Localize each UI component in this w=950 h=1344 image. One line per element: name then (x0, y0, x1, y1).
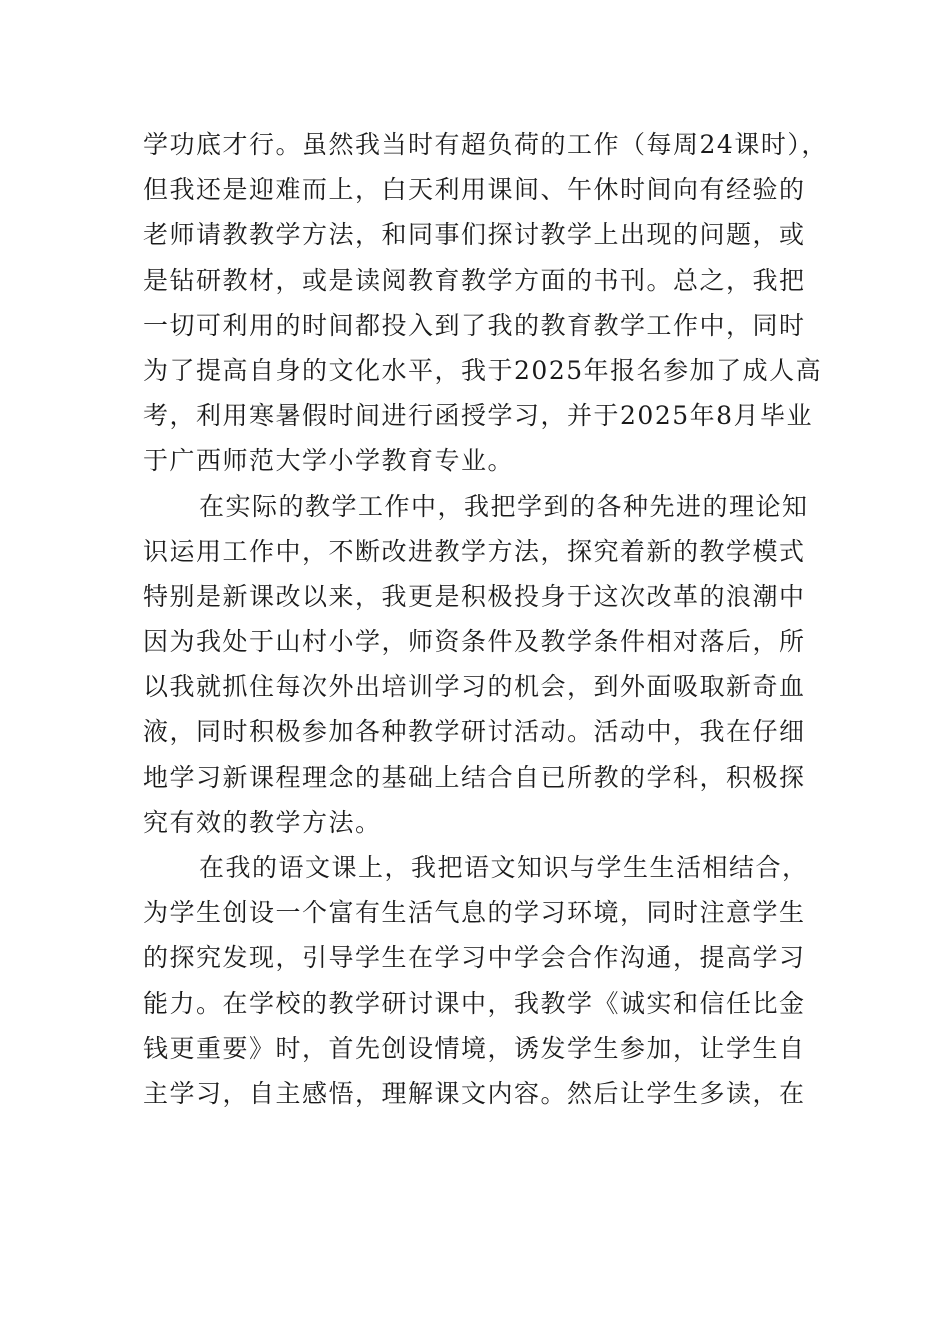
paragraph-2-line-5: 以我就抓住每次外出培训学习的机会，到外面吸取新奇血 (143, 672, 806, 702)
paragraph-1-line-7: 考，利用寒暑假时间进行函授学习，并于2025年8月毕业 (143, 401, 814, 431)
paragraph-1-line-4: 是钻研教材，或是读阅教育教学方面的书刊。总之，我把 (143, 265, 806, 295)
paragraph-3-line-3: 的探究发现，引导学生在学习中学会合作沟通，提高学习 (143, 943, 806, 973)
paragraph-2-line-2: 识运用工作中，不断改进教学方法，探究着新的教学模式 (143, 536, 806, 566)
paragraph-2-line-3: 特别是新课改以来，我更是积极投身于这次改革的浪潮中 (143, 581, 806, 611)
document-body (143, 122, 828, 1116)
paragraph-3-line-5: 钱更重要》时，首先创设情境，诱发学生参加，让学生自 (143, 1033, 806, 1063)
paragraph-3-line-4: 能力。在学校的教学研讨课中，我教学《诚实和信任比金 (143, 988, 806, 1018)
paragraph-1-line-8: 于广西师范大学小学教育专业。 (143, 446, 515, 476)
paragraph-2-line-4: 因为我处于山村小学，师资条件及教学条件相对落后，所 (143, 627, 806, 657)
paragraph-1-line-1: 学功底才行。虽然我当时有超负荷的工作（每周24课时）， (143, 130, 828, 159)
paragraph-2-line-7: 地学习新课程理念的基础上结合自已所教的学科，积极探 (143, 762, 806, 792)
paragraph-1-line-2: 但我还是迎难而上，白天利用课间、午休时间向有经验的 (143, 175, 806, 205)
paragraph-3-line-6: 主学习，自主感悟，理解课文内容。然后让学生多读，在 (143, 1078, 806, 1108)
paragraph-3-line-1: 在我的语文课上，我把语文知识与学生生活相结合， (199, 853, 809, 882)
paragraph-2-line-8: 究有效的教学方法。 (143, 807, 382, 837)
paragraph-2-line-1: 在实际的教学工作中，我把学到的各种先进的理论知 (199, 491, 809, 521)
paragraph-3-line-2: 为学生创设一个富有生活气息的学习环境，同时注意学生 (143, 898, 806, 928)
paragraph-2-line-6: 液，同时积极参加各种教学研讨活动。活动中，我在仔细 (143, 717, 806, 747)
paragraph-1-line-5: 一切可利用的时间都投入到了我的教育教学工作中，同时 (143, 310, 806, 340)
paragraph-1-line-3: 老师请教教学方法，和同事们探讨教学上出现的问题，或 (143, 220, 806, 250)
paragraph-1-line-6: 为了提高自身的文化水平，我于2025年报名参加了成人高 (143, 355, 823, 385)
